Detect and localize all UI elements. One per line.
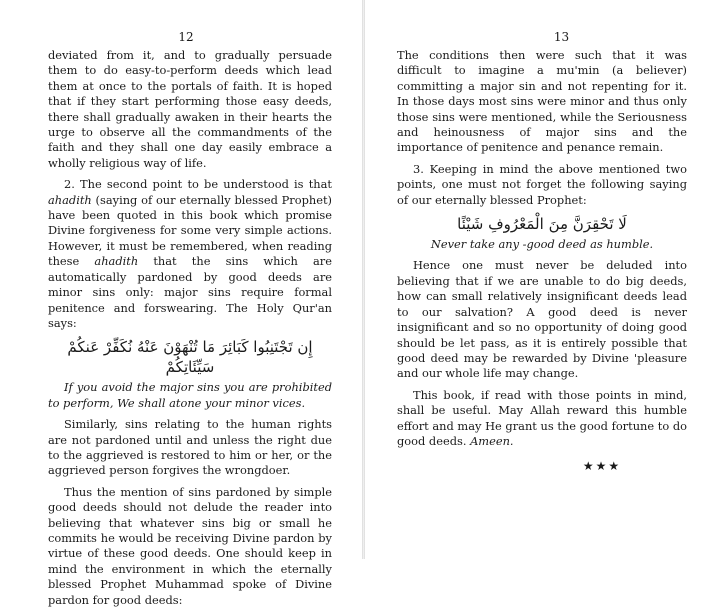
left-paragraph-1: deviated from it, and to gradually persuade them to do easy-to-perform deeds which lead them at once to the portals of faith. It is hoped that if they start performing those easy deeds, there shall gradually awaken in their hearts the urge to observe all the commandments of the faith and they shall one day easily embrace a wholly religious way of life. [48,48,332,170]
right-paragraph-3: Hence one must never be deluded into believing that if we are unable to do big deeds, how can small relatively insignificant deeds lead to our salvation? A good deed is never insignificant and so no opportunity of doing good should be let pass, as it is entirely possible that good deed may be rewarded by Divine 'pleasure and our whole life may change. [397,258,687,381]
page-number-left: 12 [178,30,194,44]
ameen-word: Ameen. [470,433,514,448]
hadith-translation: Never take any -good deed as humble. [430,237,654,252]
right-page-text [397,48,687,475]
right-page [365,0,728,559]
term-ahadith: ahadith [48,192,92,207]
left-paragraph-2 [48,177,332,331]
quran-translation: If you avoid the major sins you are prohibited to perform, We shall atone your minor vices. [48,380,332,410]
left-paragraph-4: Thus the mention of sins pardoned by simple good deeds should not delude the reader into believing that whatever sins big or small he commits he would be receiving Divine pardon by virtue of these good deeds. One should keep in mind the environment in which the eternally blessed Prophet Muhammad spoke of Divine pardon for good deeds: [48,484,332,607]
left-page [0,0,362,607]
right-paragraph-1: The conditions then were such that it was difficult to imagine a mu'min (a believer) committing a major sin and not repenting for it. In those days most sins were minor and thus only those sins were mentioned, while the Seriousness and heinousness of major sins and the importance of penitence and penance remain. [397,48,687,155]
term-ahadith-2: ahadith [94,254,139,269]
right-paragraph-2: 3. Keeping in mind the above mentioned two points, one must not forget the following saying of our eternally blessed Prophet: [397,161,687,207]
quran-arabic-verse: إِن تَجْتَنِبُوا كَبَائِرَ مَا تُنْهَوْنَ عَنْهُ نُكَفِّرْ عَنكُمْ سَيِّئَاتِكُمْ [67,338,313,377]
left-paragraph-2-part-a: 2. The second point to be understood is that [64,177,332,192]
left-paragraph-3: Similarly, sins relating to the human rights are not pardoned until and unless the right due to the aggrieved is restored to him or her, or the aggrieved person forgives the wrongdoer. [48,417,332,478]
left-paragraph-2-part-c: that the sins which are automatically pardoned by good deeds are minor sins only: major sins require formal penitence and forswearing. The Holy Qur'an says: [48,254,332,330]
left-page-text [48,48,332,614]
right-paragraph-4 [397,388,687,450]
right-paragraph-4-text: This book, if read with those points in mind, shall be useful. May Allah reward this humble effort and may He grant us the good fortune to do good deeds. [397,387,687,448]
hadith-arabic-text: لَا تَحْقِرَنَّ مِنَ الْمَعْرُوفِ شَيْئًا [457,215,627,234]
page-number-right: 13 [553,30,570,44]
section-end-stars: ★★★ [582,459,622,474]
left-paragraph-2-part-b: (saying of our eternally blessed Prophet) have been quoted in this book which promise Divine forgiveness for some very simple actions. However, it must be remembered, when reading these [48,192,332,269]
